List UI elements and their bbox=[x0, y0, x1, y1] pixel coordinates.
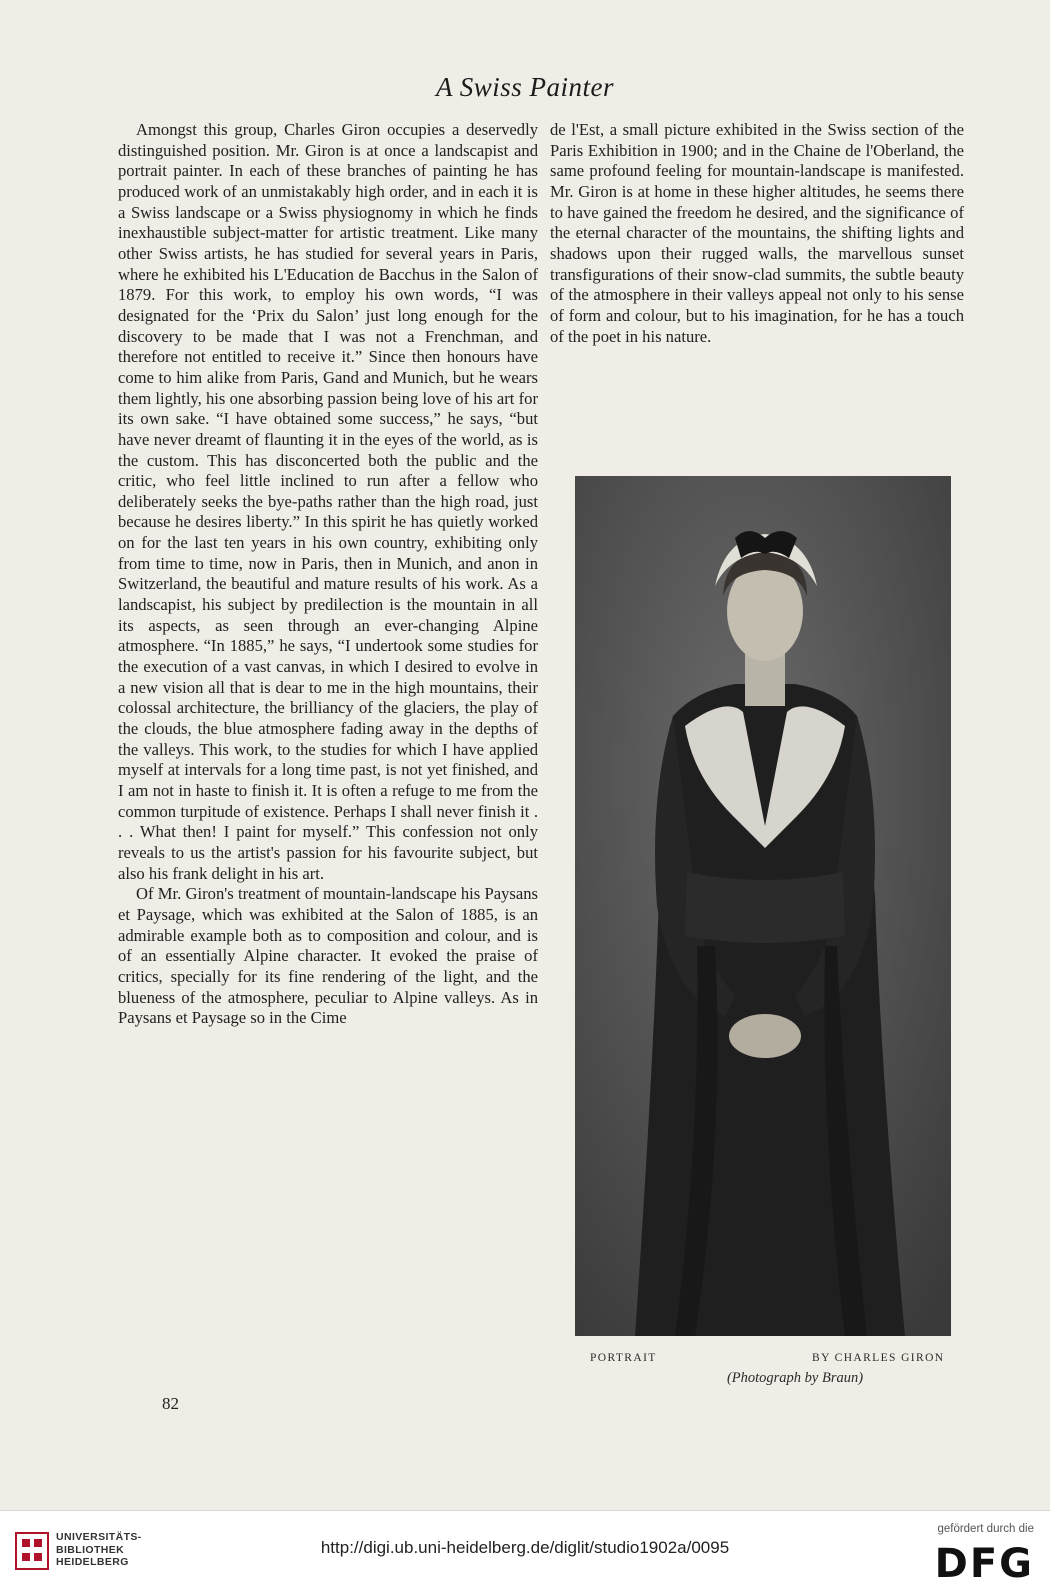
caption-title: PORTRAIT bbox=[590, 1352, 657, 1364]
page-title: A Swiss Painter bbox=[435, 72, 615, 102]
left-text-column bbox=[118, 120, 538, 1029]
right-text-column bbox=[550, 120, 964, 347]
paragraph-3: de l'Est, a small picture exhibited in the Swiss section of the Paris Exhibition in 1900; and in the Chaine de l'Oberland, the same profound feeling for mountain-landscape is manifested. Mr. Giron is at home in these higher altitudes, he seems there to have gained the freedom he desired, and the significance of the eternal character of the mountains, the shifting lights and shadows upon their rugged walls, the marvellous sunset transfigurations of their snow-clad summits, the subtle beauty of the atmosphere in their valleys appeal not only to his sense of form and colour, but to his imagination, for he has a touch of the poet in his nature. bbox=[550, 120, 964, 346]
library-line-2: BIBLIOTHEK bbox=[56, 1543, 125, 1556]
paragraph-1: Amongst this group, Charles Giron occupies a deservedly distinguished position. Mr. Giron is at once a landscapist and portrait painter. In each of these branches of painting he has produced work of an unmistakably high order, and in each it is a Swiss landscape or a Swiss physiognomy in which he finds inexhaustible subject-matter for artistic treatment. Like many other Swiss artists, he has studied for several years in Paris, where he exhibited his L'Education de Bacchus in the Salon of 1879. For this work, to employ his own words, “I was designated for the ‘Prix du Salon’ just long enough for the discovery to be made that I was not a Frenchman, and therefore not entitled to receive it.” Since then honours have come to him alike from Paris, Gand and Munich, but he wears them lightly, his one absorbing passion being love of his art for its own sake. “I have obtained some success,” he says, “but have never dreamt of flaunting it in the eyes of the world, as is the custom. This has disconcerted both the public and the critic, who feel little inclined to run after a fellow who deliberately seeks the bye-paths rather than the high road, just because he desires liberty.” In this spirit he has quietly worked on for the last ten years in his own country, exhibiting only from time to time, now in Paris, then in Munich, and anon in Switzerland, the beautiful and mature results of his work. As a landscapist, his subject by predilection is the mountain in all its aspects, as seen through an ever-changing Alpine atmosphere. “In 1885,” he says, “I undertook some studies for the execution of a vast canvas, in which I desired to evolve in a new vision all that is dear to me in the high mountains, their colossal architecture, the brilliancy of the glaciers, the play of the clouds, the blue atmosphere fading away in the depths of the valleys. This work, to the studies for which I have applied myself at intervals for a long time past, is not yet finished, and I am not in haste to finish it. It is often a refuge to me from the common turpitude of existence. Perhaps I shall never finish it . . . What then! I paint for myself.” This confession not only reveals to us the artist's passion for his favourite subject, but also his frank delight in his art. bbox=[118, 120, 538, 883]
source-url-link[interactable]: http://digi.ub.uni-heidelberg.de/diglit/studio1902a/0095 bbox=[320, 1538, 730, 1557]
page-number: 82 bbox=[162, 1394, 179, 1413]
caption-artist: BY CHARLES GIRON bbox=[812, 1352, 945, 1364]
portrait-painting bbox=[575, 476, 951, 1336]
funding-note: gefördert durch die bbox=[937, 1523, 1034, 1535]
dfg-logo: DFG bbox=[934, 1541, 1034, 1587]
footer-bar bbox=[0, 1510, 1050, 1593]
library-line-3: HEIDELBERG bbox=[56, 1556, 129, 1568]
library-line-1: UNIVERSITÄTS- bbox=[56, 1531, 142, 1543]
caption-photo-credit: (Photograph by Braun) bbox=[726, 1370, 864, 1386]
paragraph-2: Of Mr. Giron's treatment of mountain-landscape his Paysans et Paysage, which was exhibited at the Salon of 1885, is an admirable example both as to composition and colour, and is of an essentially Alpine character. It evoked the praise of critics, specially for its fine rendering of the light, and the blueness of the atmosphere, peculiar to Alpine valleys. As in Paysans et Paysage so in the Cime bbox=[118, 884, 538, 1028]
